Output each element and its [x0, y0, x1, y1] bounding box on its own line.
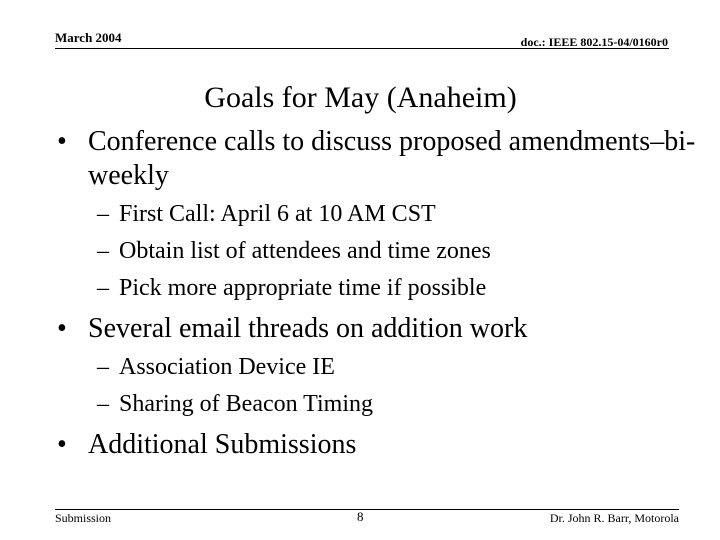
footer-divider [55, 509, 679, 510]
sub-bullet-text: Sharing of Beacon Timing [119, 391, 374, 417]
sub-bullet-text: Pick more appropriate time if possible [119, 275, 487, 301]
bullet-item [57, 312, 697, 346]
footer-author: Dr. John R. Barr, Motorola [549, 511, 679, 525]
slide-title [0, 80, 720, 116]
header-date: March 2004 [55, 30, 122, 45]
bullet-marker: • [57, 126, 67, 157]
slide-title-text: Goals for May (Anaheim) [204, 81, 517, 114]
bullet-text: Additional Submissions [88, 429, 357, 460]
footer-label: Submission [55, 511, 112, 525]
sub-bullet-item [97, 352, 335, 382]
sub-bullet-marker: – [97, 275, 109, 301]
sub-bullet-text: Obtain list of attendees and time zones [119, 238, 491, 264]
sub-bullet-item [97, 273, 486, 303]
sub-bullet-marker: – [97, 201, 109, 227]
sub-bullet-item [97, 236, 491, 266]
bullet-text: Conference calls to discuss proposed amendments–bi-weekly [88, 126, 696, 191]
bullet-item [57, 125, 697, 193]
page-number: 8 [357, 509, 364, 524]
sub-bullet-text: Association Device IE [119, 354, 335, 380]
header-divider [55, 48, 669, 49]
bullet-marker: • [57, 429, 67, 460]
sub-bullet-marker: – [97, 238, 109, 264]
sub-bullet-item [97, 389, 373, 419]
header-doc-id: doc.: IEEE 802.15-04/0160r0 [520, 35, 668, 49]
bullet-item [57, 428, 697, 462]
sub-bullet-marker: – [97, 354, 109, 380]
sub-bullet-marker: – [97, 391, 109, 417]
bullet-marker: • [57, 313, 67, 344]
sub-bullet-text: First Call: April 6 at 10 AM CST [119, 201, 436, 227]
sub-bullet-item [97, 199, 436, 229]
bullet-text: Several email threads on addition work [88, 313, 528, 344]
